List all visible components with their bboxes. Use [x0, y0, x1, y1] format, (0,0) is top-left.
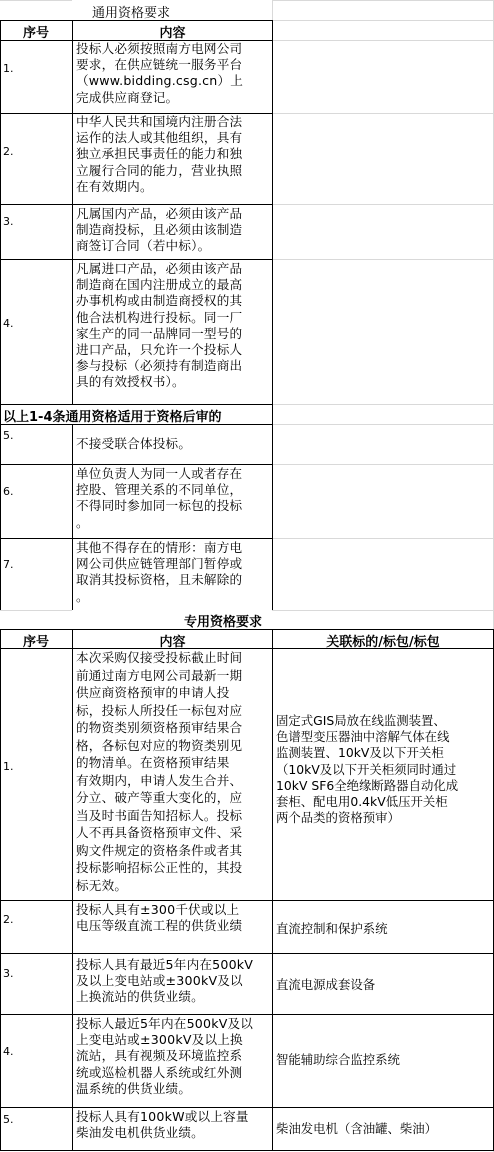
special-title: 专用资格要求 — [184, 615, 263, 630]
table-border — [272, 629, 273, 1150]
row-content: 中华人民共和国境内注册合法 运作的法人或其他组织，具有 独立承担民事责任的能力和独 立履行合同的能力，营业执照 在有效期内。 — [76, 114, 243, 194]
grid-line — [272, 204, 494, 205]
row-content: 投标人具有±300千伏或以上 电压等级直流工程的供货业绩 — [76, 902, 243, 934]
row-content: 投标人具有100kW或以上容量 柴油发电机供货业绩。 — [76, 1109, 249, 1141]
row-number: 1. — [3, 760, 14, 773]
table-border — [0, 953, 494, 954]
table-border — [272, 20, 273, 610]
table-border — [0, 900, 494, 901]
row-related: 固定式GIS局放在线监测装置、 色谱型变压器油中溶解气体在线 监测装置、10kV及以下开关柜 （10kV及以下开关柜须同时通过 10kV SF6全绝缘断路器自动化成 套柜、配电用0.4kV低压开关柜 两个品类的资格预审） — [276, 713, 459, 826]
table-border — [0, 404, 273, 405]
special-header-related: 关联标的/标包/标包 — [326, 635, 440, 650]
row-number: 2. — [3, 913, 14, 926]
grid-line — [272, 113, 494, 114]
row-related: 直流电源成套设备 — [276, 977, 376, 992]
row-number: 1. — [3, 62, 14, 75]
table-border — [0, 20, 273, 21]
grid-line — [272, 40, 494, 41]
row-number: 2. — [3, 145, 14, 158]
special-header-no: 序号 — [22, 635, 49, 650]
row-content: 不接受联合体投标。 — [76, 436, 192, 451]
table-border — [0, 259, 273, 260]
grid-line — [0, 0, 72, 1]
row-number: 3. — [3, 967, 14, 980]
table-border — [72, 20, 73, 404]
row-related: 智能辅助综合监控系统 — [276, 1052, 400, 1067]
table-border — [0, 464, 273, 465]
row-number: 4. — [3, 317, 14, 330]
row-content: 其他不得存在的情形：南方电 网公司供应链管理部门暂停或 取消其投标资格，且未解除的 。 — [76, 540, 243, 604]
row-content: 本次采购仅接受投标截止时间 前通过南方电网公司最新一期 供应商资格预审的申请人投 标，投标人所投任一标包对应 的物资类别须资格预审结果合 格，各标包对应的物资类别见 的物清单。在资格预审结果 有效期内，申请人发生合并、 分立、破产等重大变化的，应 当及时书面告知招标人。投标 人不再具备资格预审文件、采 购文件规定的资格条件或者其 投标影响招标公正性的，其投 标无效。 — [76, 650, 243, 893]
table-border — [0, 629, 494, 630]
row-number: 5. — [3, 1113, 14, 1126]
row-related: 直流控制和保护系统 — [276, 921, 388, 936]
table-border — [0, 1014, 494, 1015]
row-content: 凡属进口产品，必须由该产品 制造商在国内注册成立的最高 办事机构或由制造商授权的其 他合法机构进行投标。同一厂 家生产的同一品牌同一型号的 进口产品，只允许一个投标人 参与投标（必须持有制造商出 具的有效授权书）。 — [76, 261, 243, 390]
grid-line — [272, 20, 494, 21]
row-content: 投标人必须按照南方电网公司 要求，在供应链统一服务平台 （www.bidding.csg.cn）上 完成供应商登记。 — [76, 41, 244, 105]
special-header-content: 内容 — [159, 635, 186, 650]
grid-line — [272, 610, 494, 611]
row-number: 7. — [3, 558, 14, 571]
row-content: 单位负责人为同一人或者存在 控股、管理关系的不同单位， 不得同时参加同一标包的投标 。 — [76, 466, 243, 530]
general-header-no: 序号 — [22, 26, 49, 41]
table-border — [0, 1150, 494, 1151]
row-related: 柴油发电机（含油罐、柴油） — [276, 1121, 438, 1136]
grid-line — [272, 424, 494, 425]
row-number: 3. — [3, 215, 14, 228]
general-title: 通用资格要求 — [92, 6, 171, 21]
grid-line — [272, 404, 494, 405]
table-border — [0, 1107, 494, 1108]
row-content: 投标人具有最近5年内在500kV 及以上变电站或±300kV及以 上换流站的供货业绩。 — [76, 957, 254, 1005]
general-note: 以上1-4条通用资格适用于资格后审的 — [3, 410, 222, 425]
table-border — [72, 424, 73, 610]
general-header-content: 内容 — [159, 26, 186, 41]
grid-line — [272, 259, 494, 260]
grid-line — [272, 464, 494, 465]
table-border — [0, 20, 1, 610]
table-border — [0, 538, 273, 539]
table-border — [72, 629, 73, 1150]
row-number: 4. — [3, 1045, 14, 1058]
row-content: 投标人最近5年内在500kV及以 上变电站或±300kV及以上换 流站，具有视频及环境监控系 统或巡检机器人系统或红外测 温系统的供货业绩。 — [76, 1016, 254, 1096]
row-number: 5. — [3, 429, 14, 442]
grid-line — [0, 610, 72, 611]
row-content: 凡属国内产品，必须由该产品 制造商投标，且必须由该制造 商签订合同（若中标）。 — [76, 206, 243, 254]
grid-line — [272, 0, 494, 1]
table-border — [0, 629, 1, 1150]
table-border — [0, 204, 273, 205]
grid-line — [272, 538, 494, 539]
row-number: 6. — [3, 485, 14, 498]
